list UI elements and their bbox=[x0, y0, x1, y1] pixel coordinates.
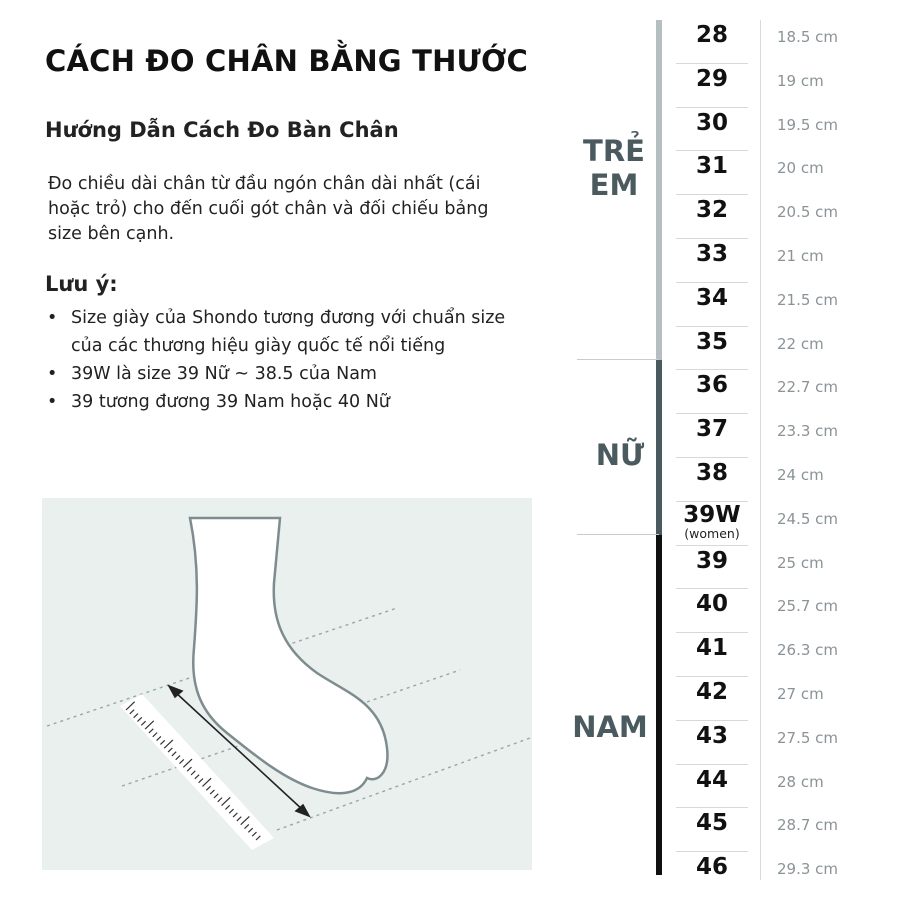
group-label-line: NỮ bbox=[595, 438, 645, 472]
foot-ruler-icon bbox=[42, 498, 532, 870]
size-number: 39 bbox=[695, 547, 728, 574]
size-value bbox=[676, 109, 748, 137]
note-text: 39W là size 39 Nữ ~ 38.5 của Nam bbox=[71, 364, 377, 384]
size-number: 46 bbox=[695, 854, 728, 881]
foot-length: 22.7 cm bbox=[777, 378, 839, 397]
size-value bbox=[676, 21, 748, 49]
group-label-women bbox=[586, 438, 654, 472]
size-number: 41 bbox=[695, 635, 728, 662]
foot-length: 28 cm bbox=[777, 772, 824, 791]
row-divider bbox=[676, 150, 748, 151]
group-bar-kids bbox=[656, 20, 662, 360]
size-number: 34 bbox=[695, 284, 728, 311]
size-number: 33 bbox=[695, 241, 728, 267]
section-subtitle: Hướng Dẫn Cách Đo Bàn Chân bbox=[45, 118, 399, 142]
group-label-men bbox=[570, 710, 650, 744]
foot-length: 22 cm bbox=[777, 334, 824, 353]
foot-length: 19 cm bbox=[777, 71, 824, 90]
foot-length: 26.3 cm bbox=[777, 641, 839, 660]
row-divider bbox=[676, 63, 748, 64]
row-divider bbox=[676, 282, 748, 283]
foot-length: 23.3 cm bbox=[777, 422, 839, 441]
foot-length: 21.5 cm bbox=[777, 290, 839, 309]
size-number: 32 bbox=[695, 197, 728, 224]
size-value bbox=[676, 590, 748, 618]
size-value bbox=[676, 240, 748, 268]
size-value bbox=[676, 678, 748, 706]
group-label-kids bbox=[578, 134, 650, 202]
row-divider bbox=[676, 632, 748, 633]
group-separator bbox=[577, 359, 659, 360]
size-value bbox=[676, 415, 748, 443]
size-value bbox=[676, 547, 748, 575]
group-label-line: TRẺ bbox=[583, 134, 645, 168]
size-value bbox=[676, 152, 748, 180]
row-divider bbox=[676, 238, 748, 239]
group-bar-women bbox=[656, 360, 662, 535]
foot-length: 20.5 cm bbox=[777, 203, 839, 222]
row-divider bbox=[676, 326, 748, 327]
size-number: 39W bbox=[683, 501, 741, 528]
row-divider bbox=[676, 807, 748, 808]
row-divider bbox=[676, 457, 748, 458]
size-value bbox=[676, 853, 748, 881]
size-number: 36 bbox=[695, 372, 728, 399]
size-number: 43 bbox=[695, 722, 728, 749]
foot-length: 24 cm bbox=[777, 466, 824, 484]
size-value bbox=[676, 459, 748, 487]
foot-length: 18.5 cm bbox=[777, 28, 839, 46]
note-text: Size giày của Shondo tương đương với chuẩn size của các thương hiệu giày quốc tế nổi tiếng bbox=[71, 308, 506, 356]
row-divider bbox=[676, 369, 748, 370]
note-text: 39 tương đương 39 Nam hoặc 40 Nữ bbox=[71, 392, 390, 412]
row-divider bbox=[676, 545, 748, 546]
foot-length: 20 cm bbox=[777, 159, 824, 178]
size-number: 38 bbox=[695, 460, 728, 486]
size-number: 31 bbox=[695, 153, 728, 180]
notes-list bbox=[45, 304, 530, 416]
foot-length: 25.7 cm bbox=[777, 597, 839, 616]
bullet-icon: • bbox=[47, 308, 58, 328]
note-item bbox=[45, 304, 530, 360]
note-title: Lưu ý: bbox=[45, 272, 118, 296]
size-value bbox=[676, 809, 748, 837]
size-number: 40 bbox=[695, 591, 728, 618]
bullet-icon: • bbox=[47, 392, 58, 412]
foot-length: 27.5 cm bbox=[777, 728, 839, 747]
size-number: 37 bbox=[695, 416, 728, 443]
foot-length: 27 cm bbox=[777, 685, 824, 703]
measure-description: Đo chiều dài chân từ đầu ngón chân dài nhất (cái hoặc trỏ) cho đến cuối gót chân và đối chiếu bảng size bên cạnh. bbox=[48, 174, 489, 244]
size-number: 42 bbox=[695, 679, 728, 705]
size-number: 45 bbox=[695, 810, 728, 837]
foot-length: 19.5 cm bbox=[777, 115, 839, 134]
size-number: 30 bbox=[695, 109, 728, 136]
foot-length: 25 cm bbox=[777, 553, 824, 572]
size-value bbox=[676, 328, 748, 356]
size-number: 28 bbox=[695, 22, 728, 48]
foot-length: 29.3 cm bbox=[777, 860, 839, 879]
size-number: 44 bbox=[695, 766, 728, 793]
foot-length: 28.7 cm bbox=[777, 816, 839, 835]
size-number: 35 bbox=[695, 328, 728, 355]
size-value bbox=[676, 284, 748, 312]
group-label-line: NAM bbox=[572, 710, 648, 744]
size-value bbox=[676, 503, 748, 541]
row-divider bbox=[676, 851, 748, 852]
size-value bbox=[676, 634, 748, 662]
size-number: 29 bbox=[695, 65, 728, 92]
column-divider bbox=[760, 20, 761, 880]
row-divider bbox=[676, 413, 748, 414]
group-separator bbox=[577, 534, 659, 535]
foot-measure-illustration bbox=[42, 498, 532, 870]
row-divider bbox=[676, 194, 748, 195]
foot-length: 24.5 cm bbox=[777, 509, 839, 528]
size-value bbox=[676, 766, 748, 794]
size-value bbox=[676, 196, 748, 224]
group-bar-men bbox=[656, 535, 662, 875]
note-item bbox=[45, 360, 530, 388]
row-divider bbox=[676, 764, 748, 765]
row-divider bbox=[676, 107, 748, 108]
row-divider bbox=[676, 720, 748, 721]
row-divider bbox=[676, 588, 748, 589]
size-value bbox=[676, 371, 748, 399]
bullet-icon: • bbox=[47, 364, 58, 384]
size-note: (women) bbox=[684, 525, 740, 541]
note-item bbox=[45, 388, 530, 416]
row-divider bbox=[676, 676, 748, 677]
group-label-line: EM bbox=[589, 168, 639, 202]
foot-length: 21 cm bbox=[777, 247, 824, 265]
size-value bbox=[676, 722, 748, 750]
size-value bbox=[676, 65, 748, 93]
page-title: CÁCH ĐO CHÂN BẰNG THƯỚC bbox=[45, 44, 529, 78]
